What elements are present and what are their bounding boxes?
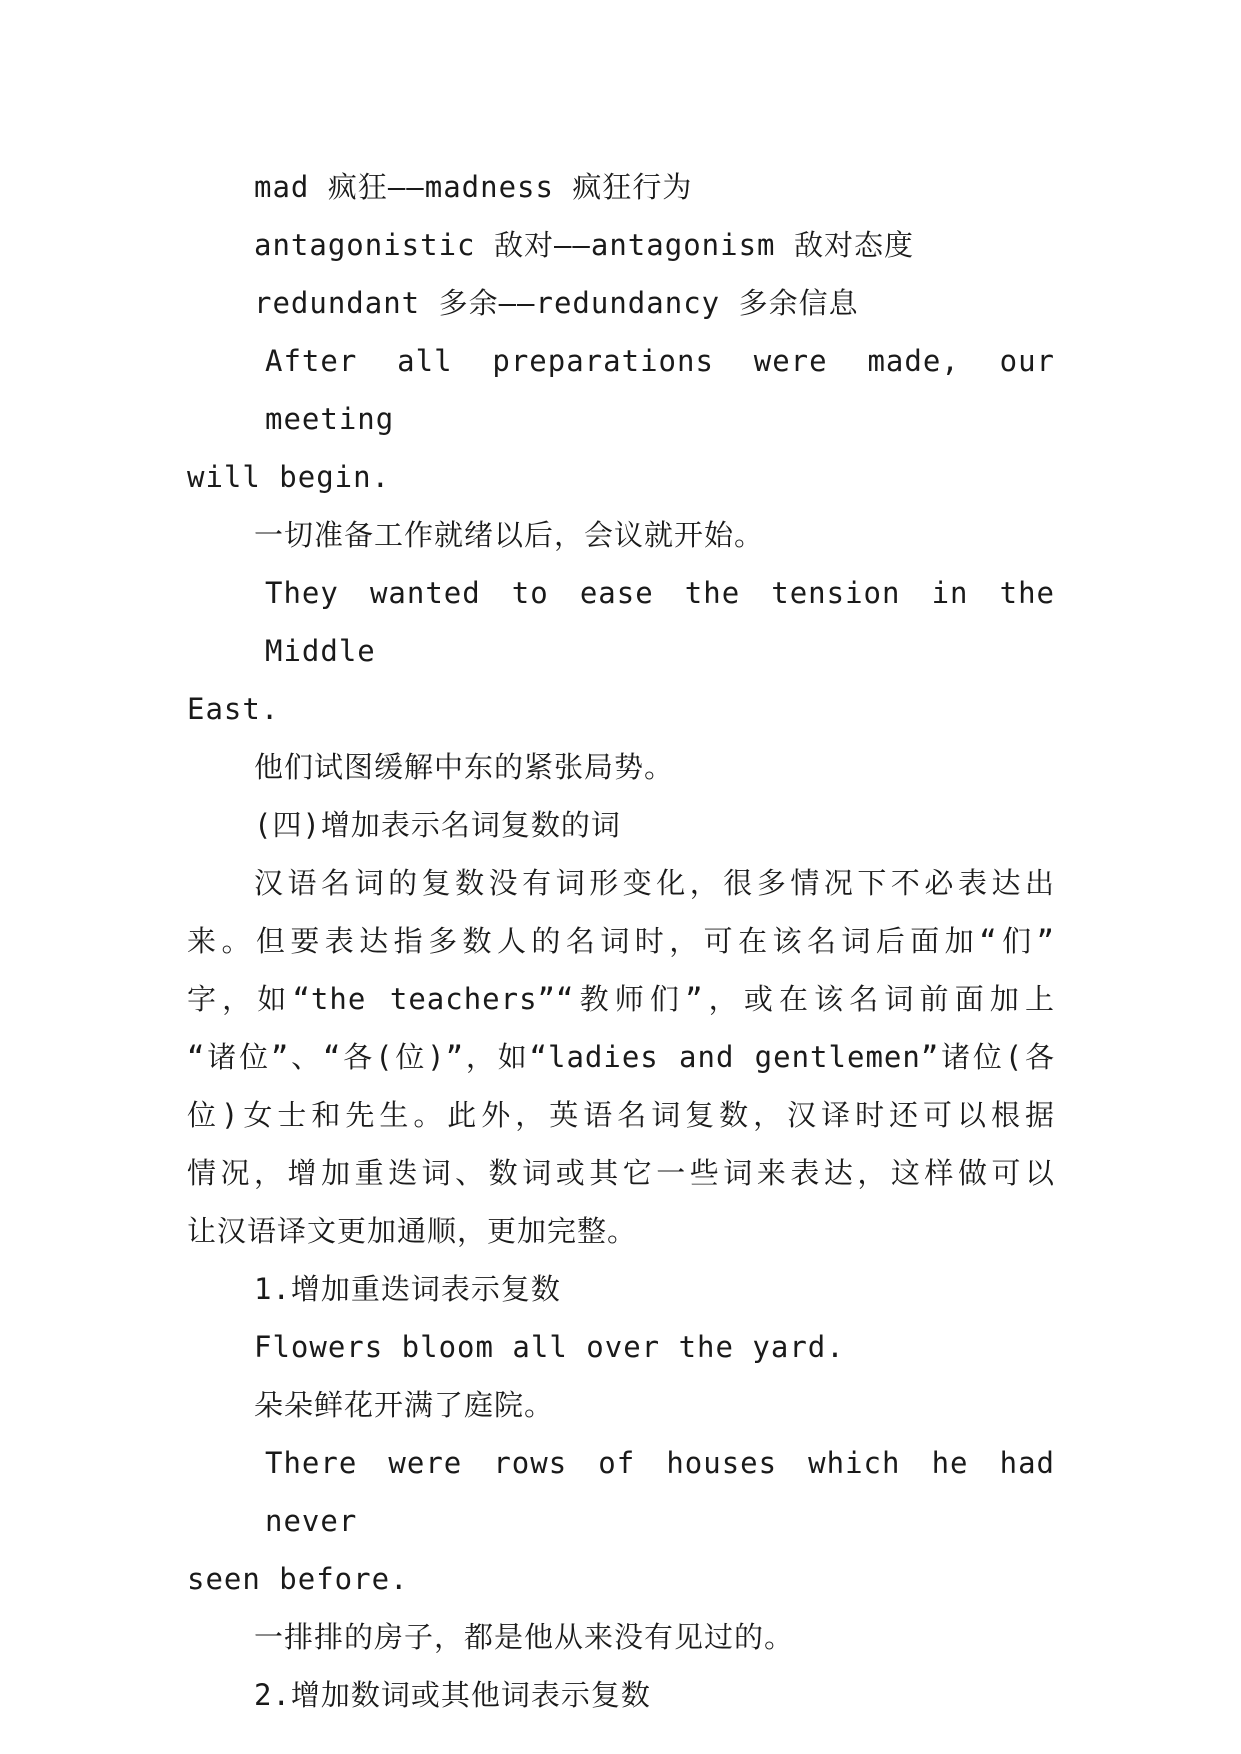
document-body: [187, 158, 1055, 1724]
example-en-2-line-2: East.: [187, 692, 280, 726]
paragraph-line-3: 字，如“the teachers”“教师们”，或在该名词前面加上: [187, 982, 1055, 1016]
paragraph-line-2: 来。但要表达指多数人的名词时，可在该名词后面加“们”: [187, 924, 1055, 958]
section-heading-4: (四)增加表示名词复数的词: [254, 808, 621, 842]
example-zh-4: 一排排的房子，都是他从来没有见过的。: [254, 1620, 795, 1654]
example-en-4-line-2: seen before.: [187, 1562, 409, 1596]
paragraph-line-1: 汉语名词的复数没有词形变化，很多情况下不必表达出: [254, 866, 1055, 900]
example-zh-2: 他们试图缓解中东的紧张局势。: [254, 750, 675, 784]
paragraph-line-6: 情况，增加重迭词、数词或其它一些词来表达，这样做可以: [187, 1156, 1055, 1190]
example-en-4-line-1: There were rows of houses which he had never: [265, 1446, 1055, 1538]
example-zh-1: 一切准备工作就绪以后，会议就开始。: [254, 518, 765, 552]
paragraph-line-4: “诸位”、“各(位)”，如“ladies and gentlemen”诸位(各: [187, 1040, 1055, 1074]
paragraph-line-7: 让汉语译文更加通顺，更加完整。: [187, 1214, 638, 1248]
example-zh-3: 朵朵鲜花开满了庭院。: [254, 1388, 555, 1422]
subheading-1: 1.增加重迭词表示复数: [254, 1272, 561, 1306]
example-en-2-line-1: They wanted to ease the tension in the Middle: [265, 576, 1055, 668]
example-en-1-line-2: will begin.: [187, 460, 391, 494]
example-en-1-line-1: After all preparations were made, our meeting: [265, 344, 1055, 436]
vocab-line-mad: mad 疯狂——madness 疯狂行为: [254, 170, 693, 204]
example-en-3: Flowers bloom all over the yard.: [254, 1330, 845, 1364]
vocab-line-redundant: redundant 多余——redundancy 多余信息: [254, 286, 859, 320]
subheading-2: 2.增加数词或其他词表示复数: [254, 1678, 651, 1712]
paragraph-line-5: 位)女士和先生。此外，英语名词复数，汉译时还可以根据: [187, 1098, 1055, 1132]
vocab-line-antagonistic: antagonistic 敌对——antagonism 敌对态度: [254, 228, 914, 262]
